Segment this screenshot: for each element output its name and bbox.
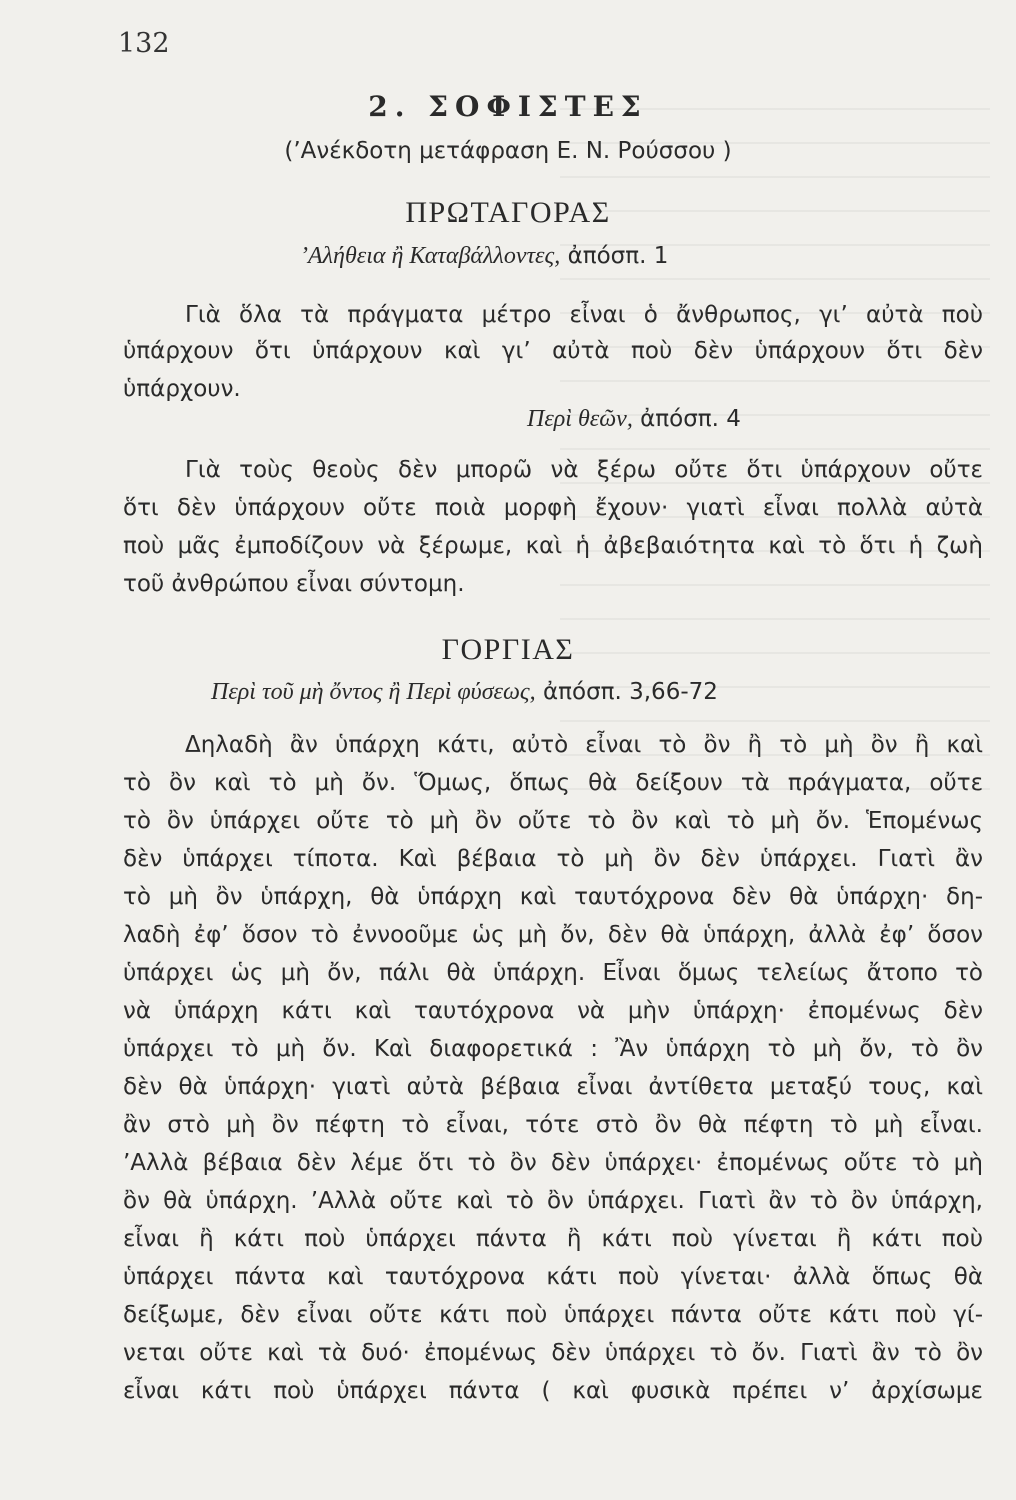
text-line: δὲν ὑπάρχει τίποτα. Καὶ βέβαια τὸ μὴ ὂν δὲν ὑπάρχει. Γιατὶ ἂν	[123, 846, 983, 872]
section-title: 2. ΣΟΦΙΣΤΕΣ	[368, 90, 648, 123]
text-line: ὑπάρχουν.	[123, 376, 241, 402]
text-line: ’Αλλὰ βέβαια δὲν λέμε ὅτι τὸ ὂν δὲν ὑπάρχει· ἐπομένως οὔτε τὸ μὴ	[123, 1150, 983, 1176]
source-title: Περὶ θεῶν,	[527, 406, 633, 432]
text-line: ὅτι δὲν ὑπάρχουν οὔτε ποιὰ μορφὴ ἔχουν· γιατὶ εἶναι πολλὰ αὐτὰ	[123, 495, 983, 521]
text-line: ὂν θὰ ὑπάρχη. ’Αλλὰ οὔτε καὶ τὸ ὂν ὑπάρχει. Γιατὶ ἂν τὸ ὂν ὑπάρχη,	[123, 1188, 983, 1214]
text-line: ποὺ μᾶς ἐμποδίζουν νὰ ξέρωμε, καὶ ἡ ἀβεβαιότητα καὶ τὸ ὅτι ἡ ζωὴ	[123, 533, 983, 559]
source-citation-1	[300, 243, 668, 270]
fragment-number: ἀπόσπ. 3,66-72	[542, 679, 718, 705]
page-number: 132	[118, 28, 170, 59]
text-line: ὑπάρχει τὸ μὴ ὄν. Καὶ διαφορετικά : Ἂν ὑπάρχη τὸ μὴ ὄν, τὸ ὂν	[123, 1036, 983, 1062]
author-heading-protagoras: ΠΡΩΤΑΓΟΡΑΣ	[405, 196, 611, 229]
text-line: εἶναι κάτι ποὺ ὑπάρχει πάντα ( καὶ φυσικὰ πρέπει ν’ ἀρχίσωμε	[123, 1378, 983, 1404]
source-citation-2	[527, 406, 741, 433]
text-line: δὲν θὰ ὑπάρχη· γιατὶ αὐτὰ βέβαια εἶναι ἀντίθετα μεταξύ τους, καὶ	[123, 1074, 983, 1100]
text-line: Δηλαδὴ ἂν ὑπάρχη κάτι, αὐτὸ εἶναι τὸ ὂν ἢ τὸ μὴ ὂν ἢ καὶ	[185, 732, 983, 758]
text-line: ὑπάρχει ὡς μὴ ὄν, πάλι θὰ ὑπάρχη. Εἶναι ὅμως τελείως ἄτοπο τὸ	[123, 960, 983, 986]
text-line: εἶναι ἢ κάτι ποὺ ὑπάρχει πάντα ἢ κάτι ποὺ γίνεται ἢ κάτι ποὺ	[123, 1226, 983, 1252]
text-line: τὸ ὂν καὶ τὸ μὴ ὄν. Ὅμως, ὅπως θὰ δείξουν τὰ πράγματα, οὔτε	[123, 770, 983, 796]
translation-note: (’Ανέκδοτη μετάφραση Ε. Ν. Ρούσσου )	[284, 138, 732, 164]
text-line: Γιὰ ὅλα τὰ πράγματα μέτρο εἶναι ὁ ἄνθρωπος, γι’ αὐτὰ ποὺ	[185, 302, 983, 328]
source-citation-3	[211, 679, 718, 706]
text-line: ἂν στὸ μὴ ὂν πέφτη τὸ εἶναι, τότε στὸ ὂν θὰ πέφτη τὸ μὴ εἶναι.	[123, 1112, 983, 1138]
text-line: τὸ ὂν ὑπάρχει οὔτε τὸ μὴ ὂν οὔτε τὸ ὂν καὶ τὸ μὴ ὄν. Ἑπομένως	[123, 808, 983, 834]
text-line: τὸ μὴ ὂν ὑπάρχη, θὰ ὑπάρχη καὶ ταυτόχρονα δὲν θὰ ὑπάρχη· δη-	[123, 884, 983, 910]
text-line: Γιὰ τοὺς θεοὺς δὲν μπορῶ νὰ ξέρω οὔτε ὅτι ὑπάρχουν οὔτε	[185, 457, 983, 483]
text-line: λαδὴ ἐφ’ ὅσον τὸ ἐννοοῦμε ὡς μὴ ὄν, δὲν θὰ ὑπάρχη, ἀλλὰ ἐφ’ ὅσον	[123, 922, 983, 948]
text-line: νὰ ὑπάρχη κάτι καὶ ταυτόχρονα νὰ μὴν ὑπάρχη· ἐπομένως δὲν	[123, 998, 983, 1024]
text-line: ὑπάρχει πάντα καὶ ταυτόχρονα κάτι ποὺ γίνεται· ἀλλὰ ὅπως θὰ	[123, 1264, 983, 1290]
author-heading-gorgias: ΓΟΡΓΙΑΣ	[441, 633, 575, 666]
fragment-number: ἀπόσπ. 4	[640, 406, 741, 432]
text-line: τοῦ ἀνθρώπου εἶναι σύντομη.	[123, 571, 465, 597]
text-line: ὑπάρχουν ὅτι ὑπάρχουν καὶ γι’ αὐτὰ ποὺ δὲν ὑπάρχουν ὅτι δὲν	[123, 338, 983, 364]
text-line: νεται οὔτε καὶ τὰ δυό· ἐπομένως δὲν ὑπάρχει τὸ ὄν. Γιατὶ ἂν τὸ ὂν	[123, 1340, 983, 1366]
text-line: δείξωμε, δὲν εἶναι οὔτε κάτι ποὺ ὑπάρχει πάντα οὔτε κάτι ποὺ γί-	[123, 1302, 983, 1328]
fragment-number: ἀπόσπ. 1	[567, 243, 669, 269]
source-title: ’Αλήθεια ἢ Καταβάλλοντες,	[300, 243, 561, 269]
source-title: Περὶ τοῦ μὴ ὄντος ἢ Περὶ φύσεως,	[211, 679, 536, 705]
